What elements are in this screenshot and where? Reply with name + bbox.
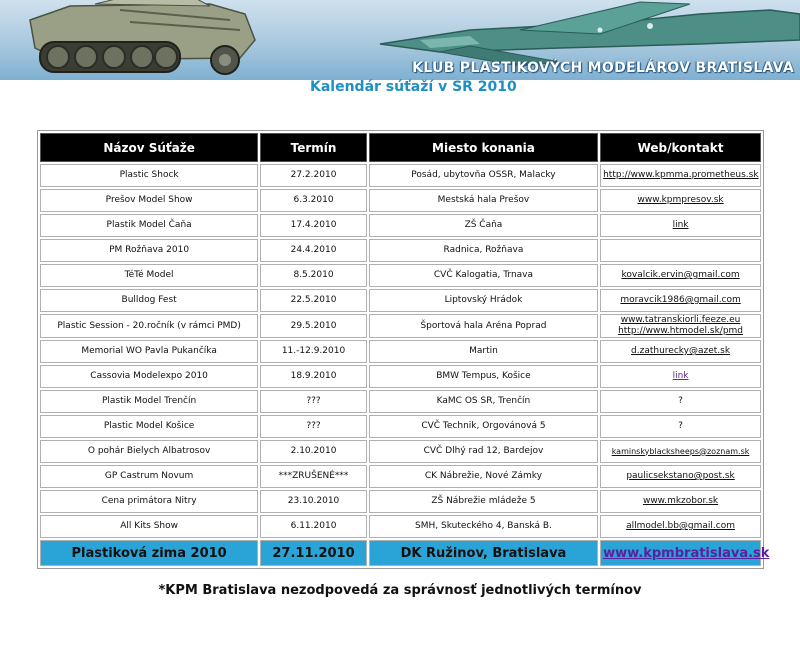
cell-place: Radnica, Rožňava <box>369 239 598 262</box>
cell-place: CK Nábrežie, Nové Zámky <box>369 465 598 488</box>
web-link[interactable]: link <box>672 220 689 230</box>
cell-place: Mestská hala Prešov <box>369 189 598 212</box>
email-link[interactable]: kovalcik.ervin@gmail.com <box>621 270 740 280</box>
table-row <box>40 164 761 187</box>
table-row <box>40 239 761 262</box>
web-link[interactable]: www.kpmbratislava.sk <box>603 545 770 561</box>
email-link[interactable]: kaminskyblacksheeps@zoznam.sk <box>611 446 750 456</box>
email-link[interactable]: allmodel.bb@gmail.com <box>626 521 735 531</box>
cell-place: Posád, ubytovňa OSSR, Malacky <box>369 164 598 187</box>
table-row <box>40 490 761 513</box>
table-row <box>40 289 761 312</box>
cell-place: CVČ Kalogatia, Trnava <box>369 264 598 287</box>
cell-place: Martin <box>369 340 598 363</box>
club-name-title: KLUB PLASTIKOVÝCH MODELÁROV BRATISLAVA <box>412 60 794 76</box>
web-link[interactable]: www.mkzobor.sk <box>642 496 719 506</box>
cell-name: GP Castrum Novum <box>40 465 258 488</box>
table-row <box>40 264 761 287</box>
cell-web <box>600 340 761 363</box>
cell-name: Prešov Model Show <box>40 189 258 212</box>
column-header-place: Miesto konania <box>369 133 598 162</box>
web-link[interactable]: www.kpmpresov.sk <box>637 195 724 205</box>
cell-web <box>600 164 761 187</box>
cell-web <box>600 289 761 312</box>
cell-name: Plastic Shock <box>40 164 258 187</box>
cell-place: DK Ružinov, Bratislava <box>369 540 598 566</box>
competition-calendar-table <box>37 130 770 569</box>
cell-date: 18.9.2010 <box>260 365 367 388</box>
cell-place: BMW Tempus, Košice <box>369 365 598 388</box>
web-link[interactable]: link <box>672 371 689 381</box>
table-row <box>40 515 761 538</box>
table-row <box>40 415 761 438</box>
table-row <box>40 440 761 463</box>
cell-date: 23.10.2010 <box>260 490 367 513</box>
cell-web <box>600 239 761 262</box>
email-link[interactable]: d.zathurecky@azet.sk <box>631 346 731 356</box>
cell-date: 6.3.2010 <box>260 189 367 212</box>
cell-web <box>600 264 761 287</box>
cell-name: Plastic Model Košice <box>40 415 258 438</box>
cell-name: Plastik Model Čaňa <box>40 214 258 237</box>
column-header-name: Názov Súťaže <box>40 133 258 162</box>
cell-date: ??? <box>260 390 367 413</box>
cell-web <box>600 189 761 212</box>
cell-web <box>600 465 761 488</box>
web-link[interactable]: http://www.kpmma.prometheus.sk <box>603 170 759 180</box>
aircraft-image <box>380 2 800 66</box>
cell-name: All Kits Show <box>40 515 258 538</box>
table-row <box>40 314 761 338</box>
cell-place: ZŠ Nábrežie mládeže 5 <box>369 490 598 513</box>
table-row <box>40 390 761 413</box>
header-banner <box>0 0 800 80</box>
page-subtitle: Kalendár súťaží v SR 2010 <box>310 79 517 95</box>
cell-name: Plastik Model Trenčín <box>40 390 258 413</box>
cell-date: 11.-12.9.2010 <box>260 340 367 363</box>
column-header-date: Termín <box>260 133 367 162</box>
cell-place: ZŠ Čaňa <box>369 214 598 237</box>
cell-date: 6.11.2010 <box>260 515 367 538</box>
table-row <box>40 465 761 488</box>
cell-date: 27.2.2010 <box>260 164 367 187</box>
email-link[interactable]: moravcik1986@gmail.com <box>620 295 741 305</box>
cell-web <box>600 365 761 388</box>
cell-web <box>600 314 761 338</box>
cell-name: TéTé Model <box>40 264 258 287</box>
cell-web <box>600 515 761 538</box>
cell-name: Bulldog Fest <box>40 289 258 312</box>
column-header-web: Web/kontakt <box>600 133 761 162</box>
cell-date: ***ZRUŠENÉ*** <box>260 465 367 488</box>
email-link[interactable]: paulicsekstano@post.sk <box>626 471 735 481</box>
cell-date: 22.5.2010 <box>260 289 367 312</box>
table-row <box>40 365 761 388</box>
table-header-row <box>40 133 761 162</box>
cell-date: 27.11.2010 <box>260 540 367 566</box>
table-row <box>40 214 761 237</box>
halftrack-image <box>30 0 255 74</box>
cell-date: 24.4.2010 <box>260 239 367 262</box>
cell-web <box>600 214 761 237</box>
cell-web <box>600 490 761 513</box>
disclaimer-text: *KPM Bratislava nezodpovedá za správnosť jednotlivých termínov <box>158 583 642 598</box>
cell-name: Plastic Session - 20.ročník (v rámci PMD) <box>40 314 258 338</box>
cell-place: SMH, Skuteckého 4, Banská B. <box>369 515 598 538</box>
cell-web: ? <box>600 390 761 413</box>
highlight-row <box>40 540 761 566</box>
cell-name: Memorial WO Pavla Pukančíka <box>40 340 258 363</box>
cell-name: O pohár Bielych Albatrosov <box>40 440 258 463</box>
cell-name: PM Rožňava 2010 <box>40 239 258 262</box>
cell-place: CVČ Technik, Orgovánová 5 <box>369 415 598 438</box>
cell-web: ? <box>600 415 761 438</box>
cell-date: 2.10.2010 <box>260 440 367 463</box>
cell-date: 8.5.2010 <box>260 264 367 287</box>
cell-place: KaMC OS SR, Trenčín <box>369 390 598 413</box>
cell-place: Liptovský Hrádok <box>369 289 598 312</box>
cell-date: 29.5.2010 <box>260 314 367 338</box>
cell-web <box>600 440 761 463</box>
cell-name: Cena primátora Nitry <box>40 490 258 513</box>
web-link[interactable]: www.tatranskiorli.feeze.eu <box>620 315 741 325</box>
table-row <box>40 189 761 212</box>
web-link-secondary[interactable]: http://www.htmodel.sk/pmd <box>618 326 744 336</box>
table-row <box>40 340 761 363</box>
cell-date: 17.4.2010 <box>260 214 367 237</box>
cell-date: ??? <box>260 415 367 438</box>
cell-name: Cassovia Modelexpo 2010 <box>40 365 258 388</box>
cell-place: CVČ Dlhý rad 12, Bardejov <box>369 440 598 463</box>
cell-place: Športová hala Aréna Poprad <box>369 314 598 338</box>
cell-name: Plastiková zima 2010 <box>40 540 258 566</box>
cell-web <box>600 540 770 566</box>
